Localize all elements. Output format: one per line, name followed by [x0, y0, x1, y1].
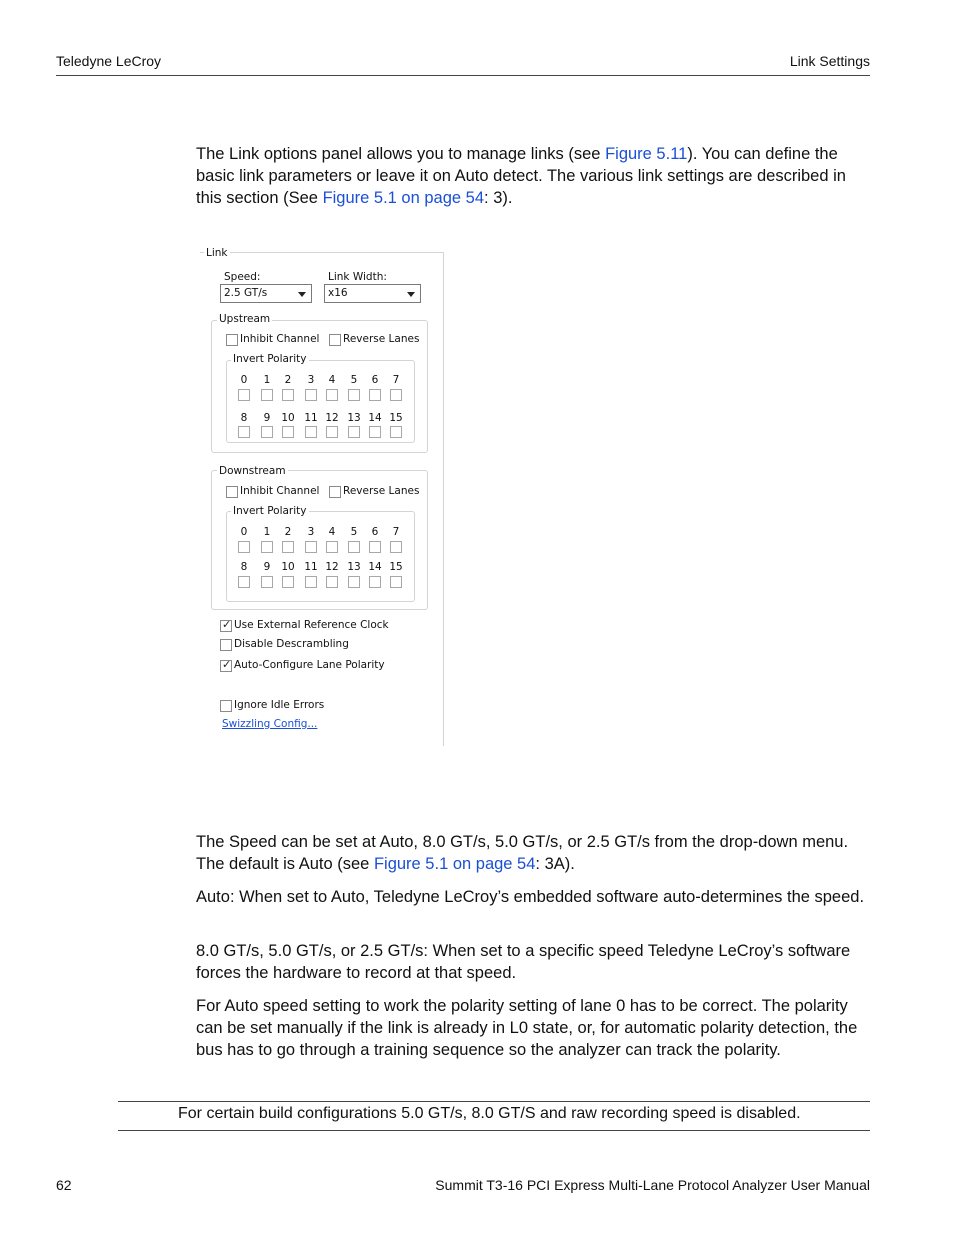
downstream-lane-14-checkbox[interactable] [369, 576, 381, 588]
header-rule [56, 75, 870, 76]
intro-paragraph [196, 143, 871, 209]
downstream-lane-7-checkbox[interactable] [390, 541, 402, 553]
upstream-lane-3-label: 3 [307, 374, 315, 386]
downstream-lane-12-checkbox[interactable] [326, 576, 338, 588]
disable-descrambling-label: Disable Descrambling [234, 638, 349, 650]
upstream-lane-0-label: 0 [240, 374, 248, 386]
figure-5-1-link[interactable]: Figure 5.1 on page 54 [322, 189, 485, 207]
downstream-lane-4-label: 4 [328, 526, 336, 538]
downstream-inhibit-label: Inhibit Channel [240, 485, 320, 497]
intro-text-2: ). You can define the basic link parameters or leave it on Auto detect. The various link settings are described in this section (See [196, 145, 846, 207]
upstream-lane-5-label: 5 [350, 374, 358, 386]
downstream-lane-2-label: 2 [284, 526, 292, 538]
note-bottom-rule [118, 1130, 870, 1131]
downstream-lane-3-label: 3 [307, 526, 315, 538]
specific-speed-paragraph: 8.0 GT/s, 5.0 GT/s, or 2.5 GT/s: When set to a specific speed Teledyne LeCroy’s software forces the hardware to record at that speed. [196, 942, 851, 982]
speed-dropdown[interactable] [220, 284, 312, 303]
speed-text-1: The Speed can be set at Auto, 8.0 GT/s, 5.0 GT/s, or 2.5 GT/s from the drop-down menu. The default is Auto (see [196, 833, 849, 873]
downstream-lane-5-label: 5 [350, 526, 358, 538]
upstream-lane-1-label: 1 [263, 374, 271, 386]
downstream-lane-6-checkbox[interactable] [369, 541, 381, 553]
swizzling-config-link[interactable]: Swizzling Config... [222, 718, 318, 730]
upstream-lane-4-checkbox[interactable] [326, 389, 338, 401]
link-width-dropdown-arrow-icon [407, 292, 415, 297]
external-clock-label: Use External Reference Clock [234, 619, 389, 631]
speed-value: 2.5 GT/s [224, 287, 268, 299]
link-width-dropdown[interactable] [324, 284, 421, 303]
downstream-lane-9-checkbox[interactable] [261, 576, 273, 588]
upstream-lane-15-label: 15 [389, 412, 403, 424]
upstream-lane-10-label: 10 [281, 412, 295, 424]
upstream-reverse-label: Reverse Lanes [343, 333, 420, 345]
downstream-lane-13-checkbox[interactable] [348, 576, 360, 588]
upstream-invert-polarity-title: Invert Polarity [233, 353, 307, 365]
upstream-lane-5-checkbox[interactable] [348, 389, 360, 401]
link-width-value: x16 [328, 287, 348, 299]
downstream-lane-12-label: 12 [325, 561, 339, 573]
upstream-lane-13-checkbox[interactable] [348, 426, 360, 438]
polarity-paragraph: For Auto speed setting to work the polarity setting of lane 0 has to be correct. The polarity can be set manually if the link is already in L0 state, or, for automatic polarity detection, the bus has to go through a training sequence so the analyzer can track the polarity. [196, 997, 858, 1059]
downstream-group [211, 465, 428, 610]
intro-text-1: The Link options panel allows you to manage links (see [196, 145, 606, 163]
upstream-lane-9-label: 9 [263, 412, 271, 424]
downstream-lane-1-label: 1 [263, 526, 271, 538]
header-section-title: Link Settings [789, 53, 870, 69]
downstream-inhibit-checkbox[interactable] [226, 486, 238, 498]
figure-5-1-link-2[interactable]: Figure 5.1 on page 54 [373, 855, 536, 873]
upstream-reverse-checkbox[interactable] [329, 334, 341, 346]
upstream-lane-12-label: 12 [325, 412, 339, 424]
upstream-lane-8-checkbox[interactable] [238, 426, 250, 438]
upstream-lane-2-checkbox[interactable] [282, 389, 294, 401]
auto-configure-polarity-checkbox[interactable] [220, 660, 232, 672]
ignore-idle-errors-checkbox[interactable] [220, 700, 232, 712]
downstream-lane-8-checkbox[interactable] [238, 576, 250, 588]
link-width-label: Link Width: [328, 271, 387, 283]
downstream-lane-5-checkbox[interactable] [348, 541, 360, 553]
upstream-lane-6-checkbox[interactable] [369, 389, 381, 401]
upstream-lane-6-label: 6 [371, 374, 379, 386]
upstream-lane-0-checkbox[interactable] [238, 389, 250, 401]
upstream-lane-8-label: 8 [240, 412, 248, 424]
upstream-lane-1-checkbox[interactable] [261, 389, 273, 401]
downstream-reverse-label: Reverse Lanes [343, 485, 420, 497]
upstream-lane-11-checkbox[interactable] [305, 426, 317, 438]
downstream-lane-10-checkbox[interactable] [282, 576, 294, 588]
downstream-lane-7-label: 7 [392, 526, 400, 538]
downstream-lane-2-checkbox[interactable] [282, 541, 294, 553]
link-options-panel [198, 244, 448, 740]
downstream-lane-15-checkbox[interactable] [390, 576, 402, 588]
disable-descrambling-checkbox[interactable] [220, 639, 232, 651]
external-clock-checkbox[interactable] [220, 620, 232, 632]
speed-label: Speed: [224, 271, 261, 283]
downstream-title: Downstream [219, 465, 286, 477]
upstream-lane-7-label: 7 [392, 374, 400, 386]
footer-manual-title: Summit T3-16 PCI Express Multi-Lane Protocol Analyzer User Manual [435, 1177, 870, 1193]
downstream-lane-6-label: 6 [371, 526, 379, 538]
ignore-idle-errors-label: Ignore Idle Errors [234, 699, 325, 711]
header-company: Teledyne LeCroy [56, 53, 162, 69]
downstream-lane-11-checkbox[interactable] [305, 576, 317, 588]
downstream-invert-polarity-title: Invert Polarity [233, 505, 307, 517]
upstream-group [211, 313, 428, 453]
upstream-lane-14-checkbox[interactable] [369, 426, 381, 438]
upstream-lane-7-checkbox[interactable] [390, 389, 402, 401]
downstream-lane-8-label: 8 [240, 561, 248, 573]
note-text: For certain build configurations 5.0 GT/s, 8.0 GT/S and raw recording speed is disabled. [178, 1105, 801, 1122]
upstream-lane-4-label: 4 [328, 374, 336, 386]
downstream-lane-14-label: 14 [368, 561, 382, 573]
upstream-lane-9-checkbox[interactable] [261, 426, 273, 438]
downstream-lane-0-label: 0 [240, 526, 248, 538]
downstream-lane-11-label: 11 [304, 561, 318, 573]
upstream-lane-2-label: 2 [284, 374, 292, 386]
downstream-lane-9-label: 9 [263, 561, 271, 573]
downstream-lane-13-label: 13 [347, 561, 361, 573]
upstream-lane-15-checkbox[interactable] [390, 426, 402, 438]
speed-dropdown-arrow-icon [298, 292, 306, 297]
downstream-lane-10-label: 10 [281, 561, 295, 573]
upstream-lane-12-checkbox[interactable] [326, 426, 338, 438]
speed-text-2: : 3A). [535, 855, 575, 873]
upstream-lane-3-checkbox[interactable] [305, 389, 317, 401]
downstream-reverse-checkbox[interactable] [329, 486, 341, 498]
footer-page-number: 62 [56, 1177, 72, 1193]
downstream-lane-1-checkbox[interactable] [261, 541, 273, 553]
downstream-invert-polarity-group [226, 505, 415, 602]
downstream-lane-3-checkbox[interactable] [305, 541, 317, 553]
upstream-lane-13-label: 13 [347, 412, 361, 424]
downstream-lane-15-label: 15 [389, 561, 403, 573]
upstream-lane-14-label: 14 [368, 412, 382, 424]
upstream-inhibit-label: Inhibit Channel [240, 333, 320, 345]
link-panel-title: Link [206, 247, 228, 259]
speed-paragraph [196, 831, 871, 875]
intro-text-3: : 3). [484, 189, 513, 207]
upstream-title: Upstream [219, 313, 271, 325]
auto-paragraph: Auto: When set to Auto, Teledyne LeCroy’s embedded software auto-determines the speed. [196, 888, 865, 906]
note-top-rule [118, 1101, 870, 1102]
downstream-lane-4-checkbox[interactable] [326, 541, 338, 553]
auto-configure-polarity-label: Auto-Configure Lane Polarity [234, 659, 385, 671]
upstream-invert-polarity-group [226, 353, 415, 443]
upstream-inhibit-checkbox[interactable] [226, 334, 238, 346]
upstream-lane-10-checkbox[interactable] [282, 426, 294, 438]
figure-5-11-link[interactable]: Figure 5.11 [605, 145, 688, 163]
upstream-lane-11-label: 11 [304, 412, 318, 424]
downstream-lane-0-checkbox[interactable] [238, 541, 250, 553]
